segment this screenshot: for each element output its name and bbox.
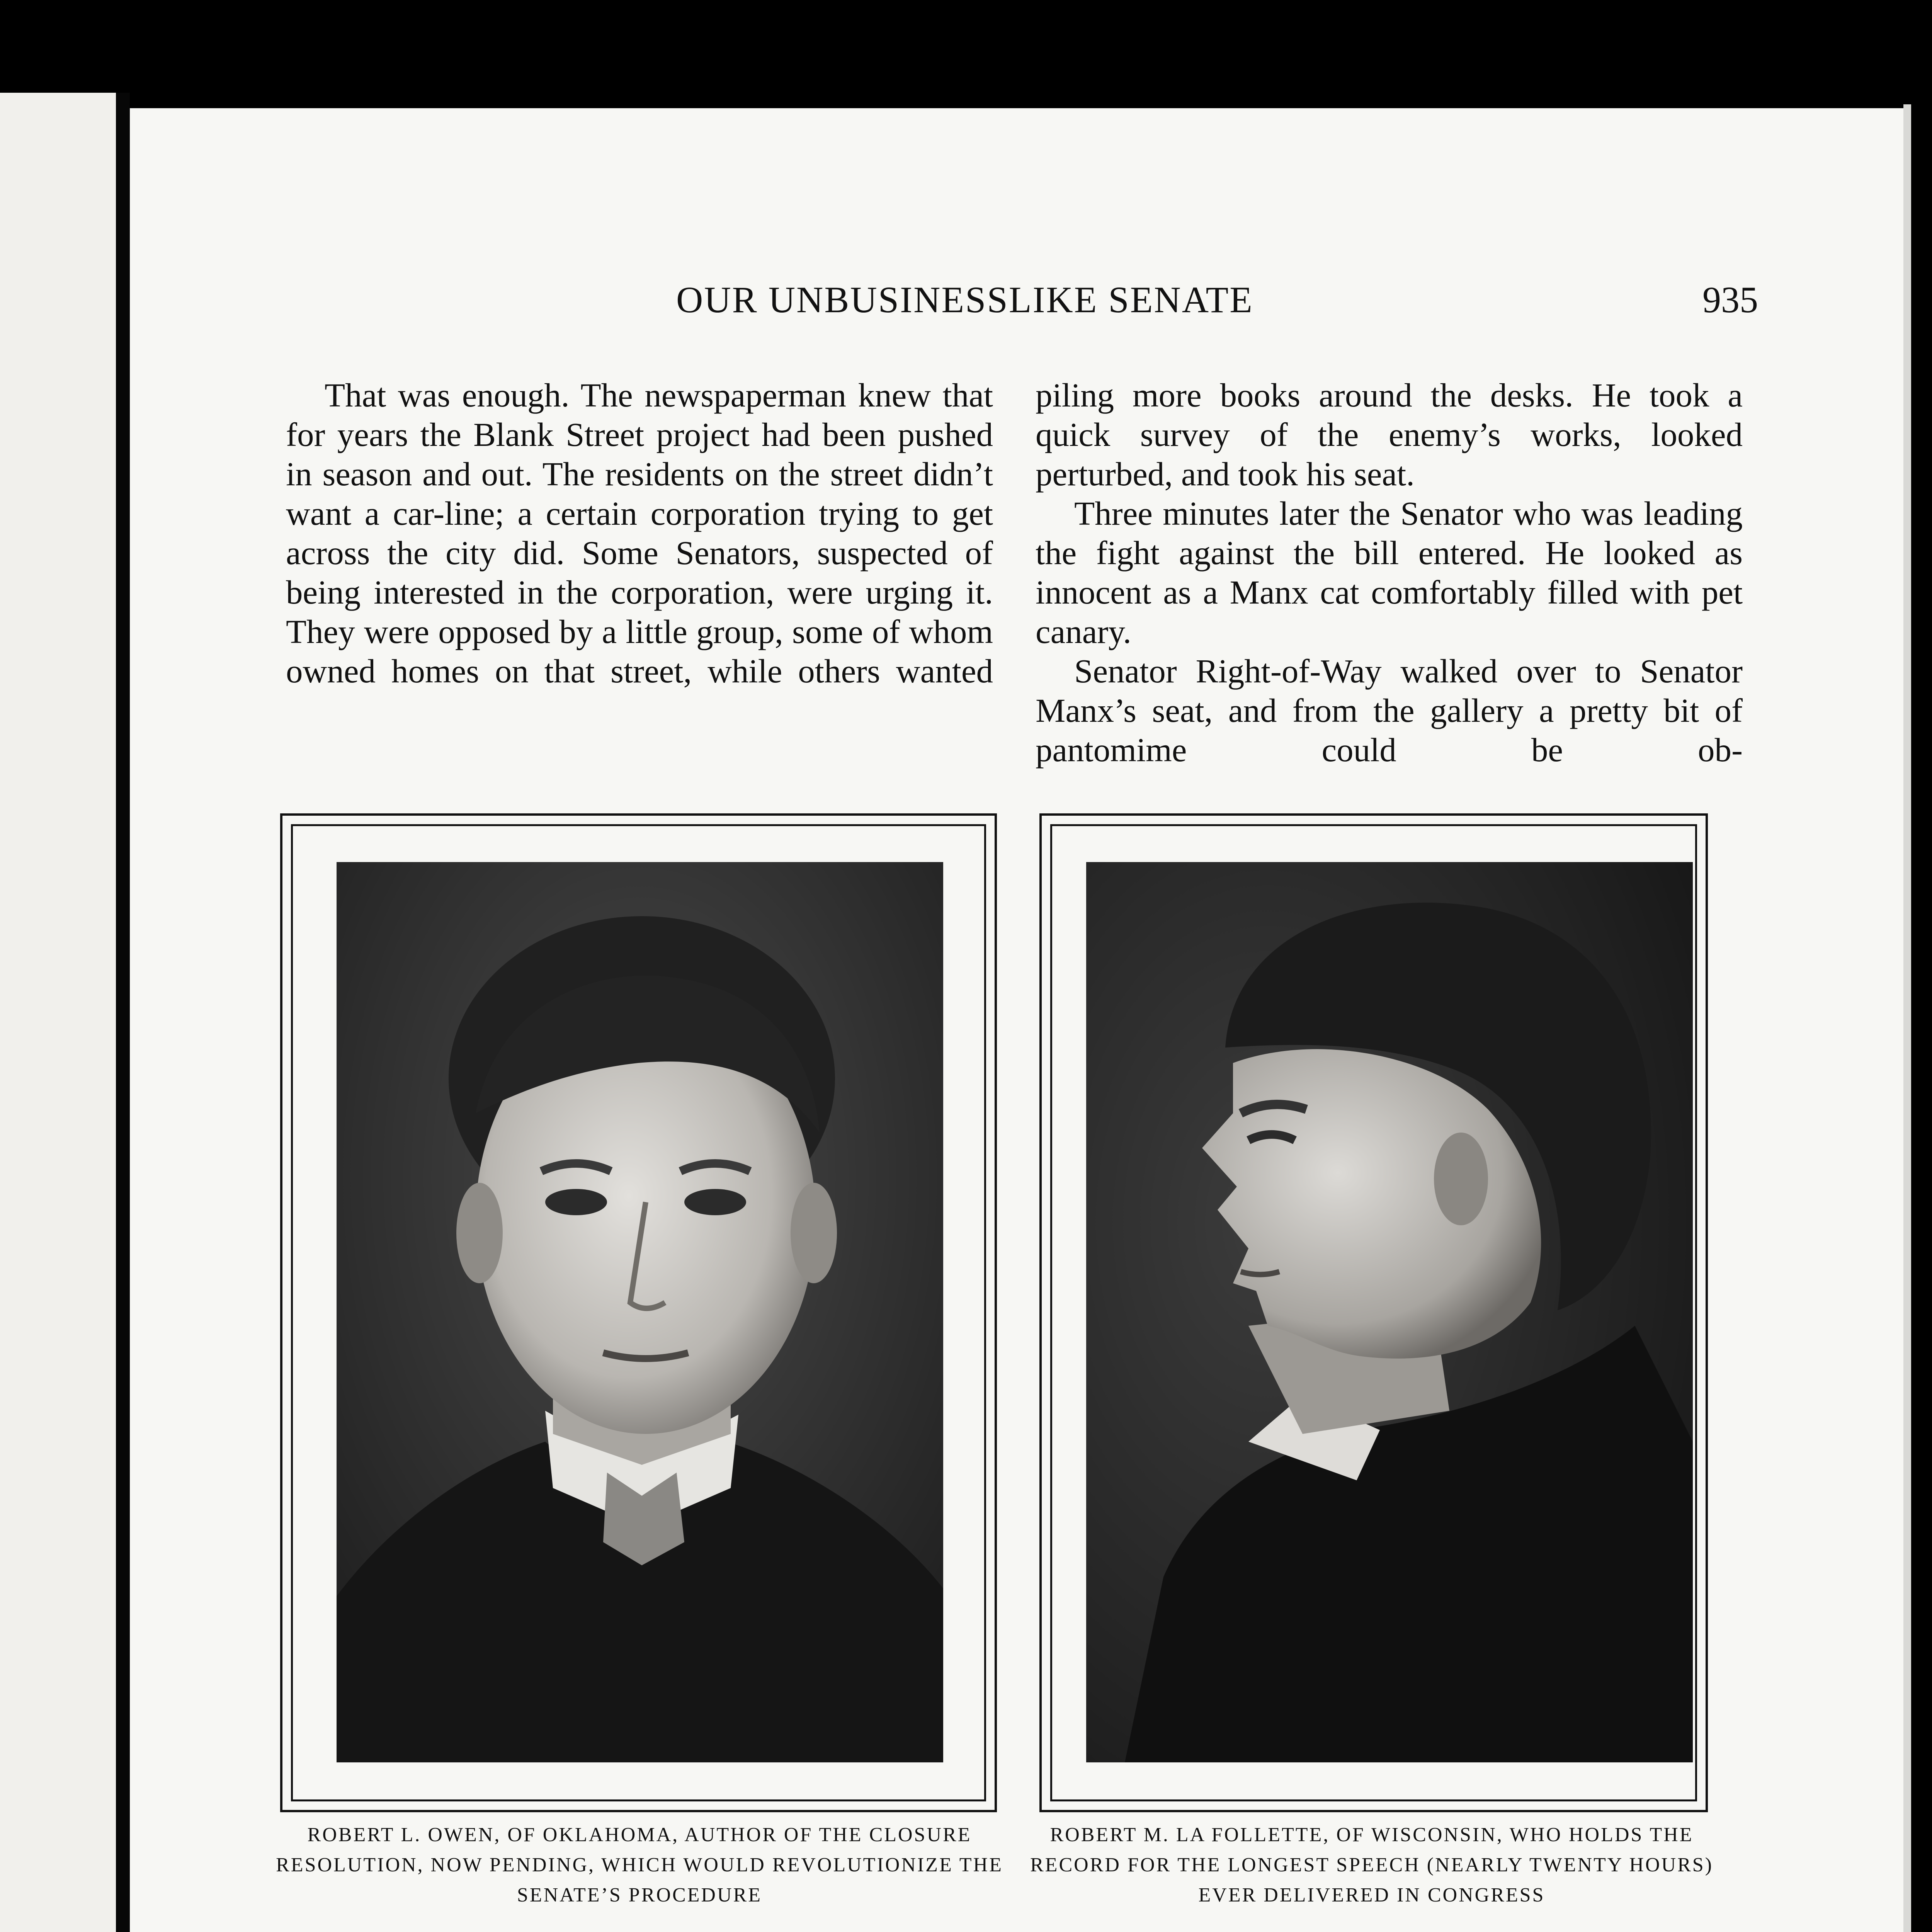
left-page-edge	[0, 93, 116, 1932]
photo-frame-owen	[280, 813, 997, 1812]
photo-caption-la-follette: ROBERT M. LA FOLLETTE, OF WISCONSIN, WHO HOLDS THE RECORD FOR THE LONGEST SPEECH (NEARLY TWENTY HOURS) EVER DELIVERED IN CONGRESS	[1030, 1824, 1713, 1906]
book-gutter	[116, 93, 130, 1932]
paragraph: That was enough. The newspaperman knew that for years the Blank Street project had been pushed in season and out. The residents on the street didn’t want a car-line; a certain corporation trying to get across the city did. Some Senators, suspected of being interested in the corporation, were urging it. They were opposed by a little group, some of whom owned homes on that street, while others wanted	[286, 376, 993, 690]
running-title: OUR UNBUSINESSLIKE SENATE	[676, 279, 1253, 320]
paragraph: piling more books around the desks. He took a quick survey of the enemy’s works, looked perturbed, and took his seat.	[1036, 376, 1743, 493]
paragraph: Senator Right-of-Way walked over to Senator Manx’s seat, and from the gallery a pretty bit of pantomime could be ob-	[1036, 652, 1743, 769]
portrait-photo-la-follette	[1086, 862, 1693, 1762]
photo-caption-owen: ROBERT L. OWEN, OF OKLAHOMA, AUTHOR OF THE CLOSURE RESOLUTION, NOW PENDING, WHICH WOULD REVOLUTIONIZE THE SENATE’S PROCEDURE	[276, 1824, 1003, 1906]
portrait-photo-owen	[337, 862, 943, 1762]
photo-frame-la-follette	[1039, 813, 1708, 1812]
page-right-edge	[1903, 104, 1911, 1932]
portrait-la-follette-illustration	[1086, 862, 1693, 1762]
page-number: 935	[1702, 279, 1758, 320]
column-top-left	[286, 376, 993, 691]
paragraph: Three minutes later the Senator who was leading the fight against the bill entered. He looked as innocent as a Manx cat comfortably filled with pet canary.	[1036, 495, 1743, 650]
column-top-right	[1036, 376, 1743, 770]
portrait-owen-illustration	[337, 862, 943, 1762]
running-head	[676, 278, 1758, 340]
